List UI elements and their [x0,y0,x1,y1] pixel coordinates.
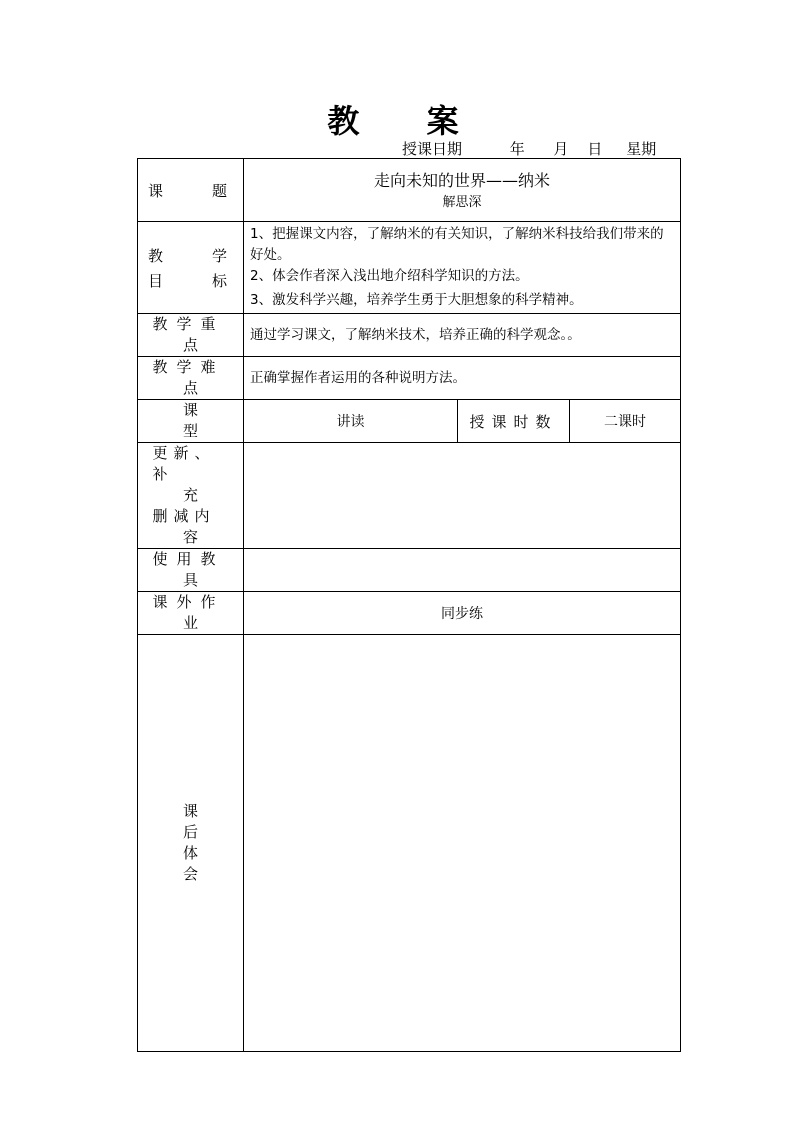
difficulties-label: 教学难 点 [152,358,225,397]
goals-label-d: 标 [211,271,227,290]
key-points-label-cell [138,314,244,357]
tools-content [244,549,681,592]
goal-item: 3、激发科学兴趣，培养学生勇于大胆想象的科学精神。 [250,292,583,308]
key-points-row [138,314,681,357]
key-points-content: 通过学习课文，了解纳米技术，培养正确的科学观念。。 [244,314,681,357]
topic-content-cell [244,159,681,222]
hours-value: 二课时 [570,400,681,443]
hours-label: 授课时数 [458,400,570,443]
difficulties-label-cell [138,357,244,400]
goal-item: 1、把握课文内容，了解纳米的有关知识，了解纳米科技给我们带来的好处。 [250,226,664,263]
date-label: 授课日期 [402,140,463,158]
course-title: 走向未知的世界——纳米 [374,171,551,190]
lesson-type-row [138,400,681,443]
weekday-label: 星期 [626,140,657,158]
date-line [402,138,656,159]
lesson-type-label: 课 型 [182,401,198,440]
goal-item: 2、体会作者深入浅出地介绍科学知识的方法。 [250,268,529,284]
updates-content [244,443,681,549]
topic-label-cell [138,159,244,222]
goals-label-cell [138,222,244,314]
updates-row [138,443,681,549]
tools-row [138,549,681,592]
homework-label: 课外作 业 [152,593,225,632]
updates-label-cell [138,443,244,549]
lesson-plan-table [137,158,681,1052]
topic-label-a: 课 [148,181,164,200]
reflection-content [244,635,681,1052]
reflection-label-cell [138,635,244,1052]
day-label: 日 [587,140,603,158]
goals-label-b: 学 [211,246,227,265]
year-label: 年 [509,140,525,158]
reflection-label: 课 后 体 会 [182,802,198,883]
topic-label-b: 题 [211,181,227,200]
difficulties-content: 正确掌握作者运用的各种说明方法。 [244,357,681,400]
key-points-label: 教学重 点 [152,315,225,354]
goals-label-c: 目 [148,271,164,290]
course-author: 解思深 [442,195,482,210]
homework-label-cell [138,592,244,635]
lesson-type-value: 讲读 [244,400,458,443]
updates-label: 更新、补 充 删减内 容 [152,444,216,546]
month-label: 月 [553,140,569,158]
tools-label: 使用教 具 [152,550,225,589]
reflection-row [138,635,681,1052]
homework-content: 同步练 [244,592,681,635]
lesson-type-label-cell [138,400,244,443]
tools-label-cell [138,549,244,592]
goals-content-cell [244,222,681,314]
homework-row [138,592,681,635]
topic-row [138,159,681,222]
difficulties-row [138,357,681,400]
goals-label-a: 教 [148,246,164,265]
document-title: 教 案 [327,102,487,140]
goals-row [138,222,681,314]
